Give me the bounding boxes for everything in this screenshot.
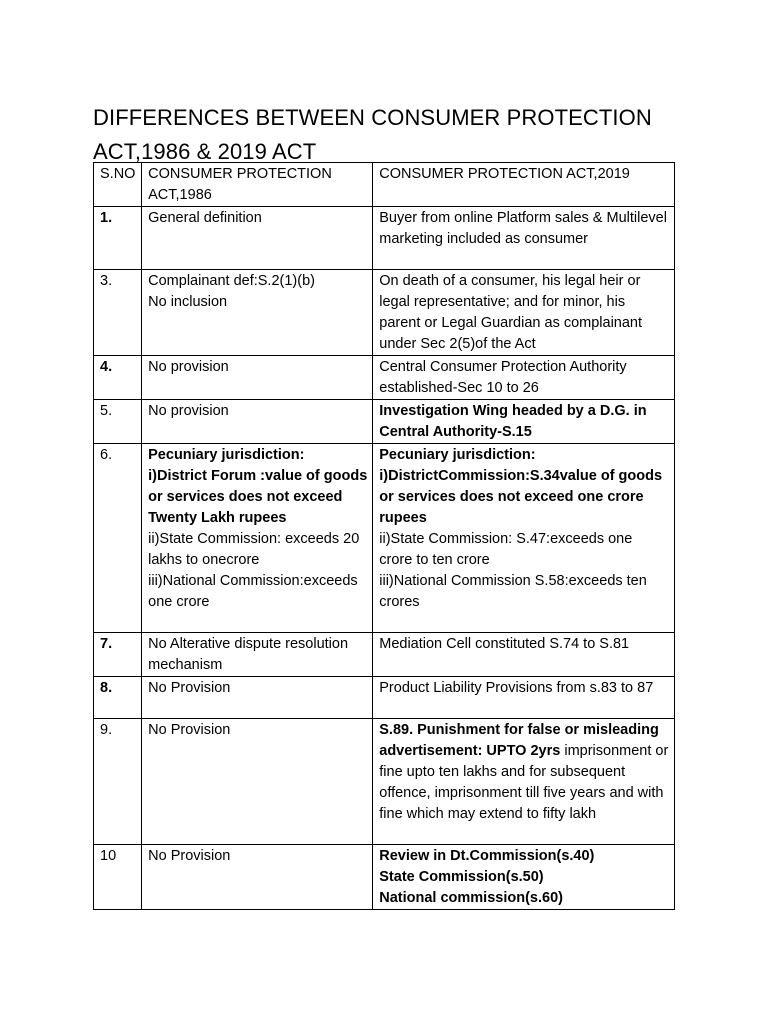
header-sno: S.NO [94, 163, 142, 207]
header-act-1986: CONSUMER PROTECTION ACT,1986 [142, 163, 373, 207]
header-act-2019: CONSUMER PROTECTION ACT,2019 [373, 163, 675, 207]
row-act-1986: No Provision [142, 845, 373, 910]
row-act-2019: Investigation Wing headed by a D.G. in Central Authority-S.15 [373, 400, 675, 444]
table-row [94, 356, 675, 400]
no-inclusion-text: No inclusion [148, 294, 228, 310]
row-sno: 6. [94, 444, 142, 633]
row-act-1986 [142, 270, 373, 356]
review-state: State Commission(s.50) [379, 869, 544, 885]
row-act-1986: No Provision [142, 677, 373, 719]
comparison-table [93, 162, 675, 910]
row-sno: 8. [94, 677, 142, 719]
row-act-2019 [373, 845, 675, 910]
table-row [94, 444, 675, 633]
page-title: DIFFERENCES BETWEEN CONSUMER PROTECTION ACT,1986 & 2019 ACT [93, 104, 652, 164]
row-act-2019: Mediation Cell constituted S.74 to S.81 [373, 633, 675, 677]
pecuniary-heading: Pecuniary jurisdiction: [379, 447, 536, 463]
row-act-2019 [373, 444, 675, 633]
row-act-1986: No Provision [142, 719, 373, 845]
table-row [94, 719, 675, 845]
national-commission-limit: iii)National Commission:exceeds one crore [148, 573, 358, 610]
row-sno: 5. [94, 400, 142, 444]
national-commission-limit: iii)National Commission S.58:exceeds ten crores [379, 573, 647, 610]
row-act-1986: No provision [142, 356, 373, 400]
row-act-2019: Central Consumer Protection Authority established-Sec 10 to 26 [373, 356, 675, 400]
table-row [94, 677, 675, 719]
table-row [94, 845, 675, 910]
district-forum-limit: i)District Forum :value of goods or services does not exceed Twenty Lakh rupees [148, 468, 368, 526]
complainant-definition: Complainant def:S.2(1)(b) [148, 273, 315, 289]
row-act-1986: General definition [142, 207, 373, 270]
row-sno: 4. [94, 356, 142, 400]
state-commission-limit: ii)State Commission: exceeds 20 lakhs to onecrore [148, 531, 360, 568]
table-header-row [94, 163, 675, 207]
punishment-heading: S.89. Punishment for false or misleading advertisement: UPTO 2yrs [379, 722, 659, 759]
row-sno: 1. [94, 207, 142, 270]
row-sno: 7. [94, 633, 142, 677]
table-row [94, 400, 675, 444]
row-act-2019: Product Liability Provisions from s.83 to 87 [373, 677, 675, 719]
row-sno: 9. [94, 719, 142, 845]
state-commission-limit: ii)State Commission: S.47:exceeds one crore to ten crore [379, 531, 633, 568]
table-row [94, 270, 675, 356]
district-commission-limit: i)DistrictCommission:S.34value of goods or services does not exceed one crore rupees [379, 468, 663, 526]
pecuniary-heading: Pecuniary jurisdiction: [148, 447, 305, 463]
review-national: National commission(s.60) [379, 890, 563, 906]
table-row [94, 207, 675, 270]
row-act-1986 [142, 444, 373, 633]
row-act-2019 [373, 719, 675, 845]
punishment-detail: imprisonment or fine upto ten lakhs and for subsequent offence, imprisonment till five years and with fine which may extend to fifty lakh [379, 743, 669, 822]
review-district: Review in Dt.Commission(s.40) [379, 848, 595, 864]
table-row [94, 633, 675, 677]
row-act-2019: On death of a consumer, his legal heir or legal representative; and for minor, his parent or Legal Guardian as complainant under Sec 2(5)of the Act [373, 270, 675, 356]
row-act-2019: Buyer from online Platform sales & Multilevel marketing included as consumer [373, 207, 675, 270]
row-sno: 10 [94, 845, 142, 910]
row-sno: 3. [94, 270, 142, 356]
row-act-1986: No Alterative dispute resolution mechanism [142, 633, 373, 677]
row-act-1986: No provision [142, 400, 373, 444]
